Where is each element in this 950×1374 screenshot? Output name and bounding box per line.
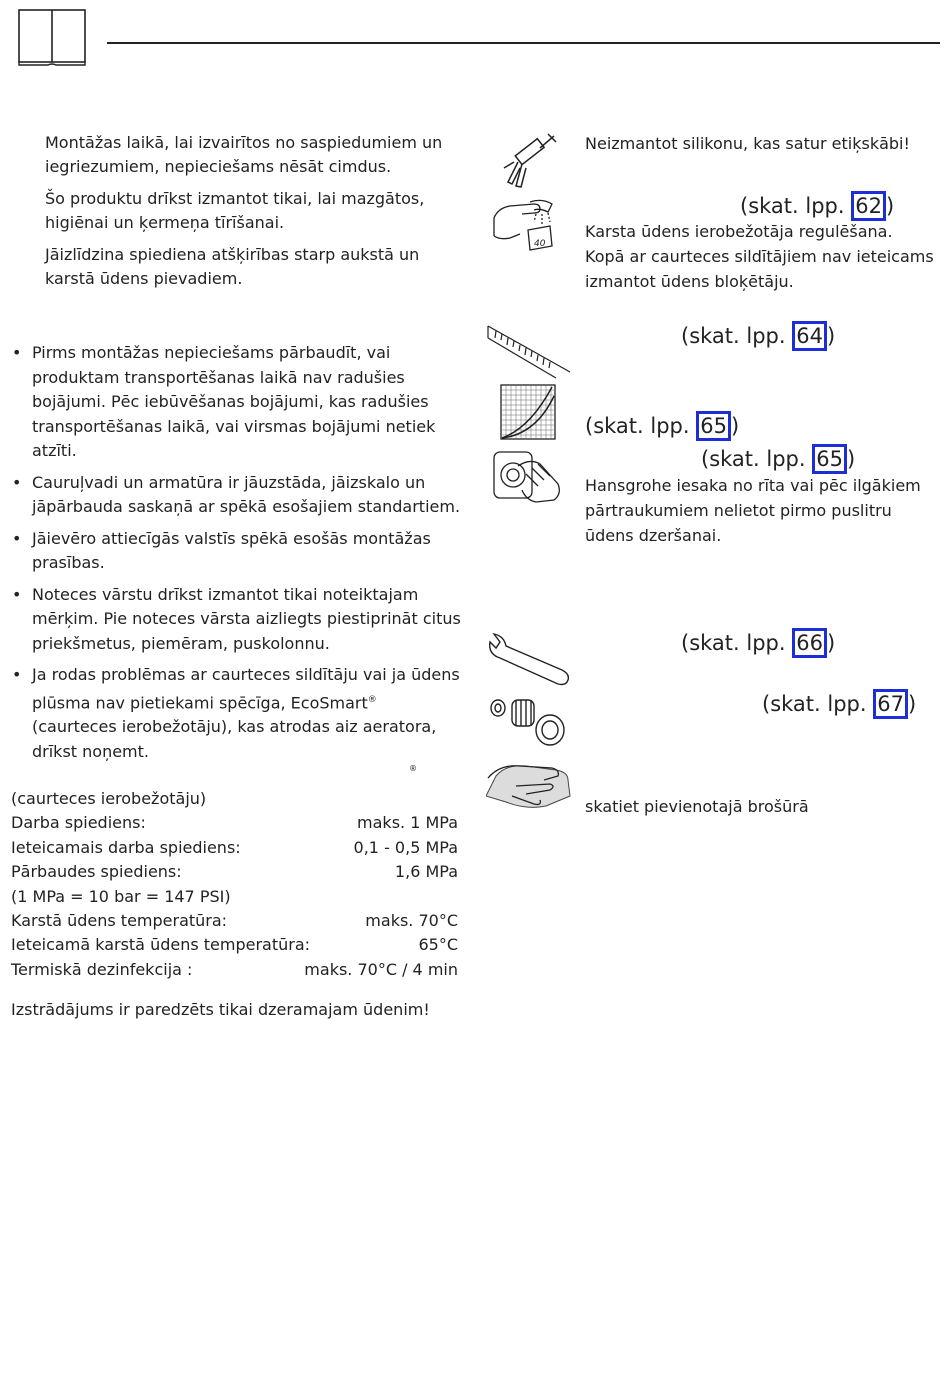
hand-knob-icon xyxy=(492,446,564,504)
bullet-mark: • xyxy=(12,528,22,548)
page-link[interactable]: 64 xyxy=(792,321,827,351)
limiter-warning-text: Kopā ar caurteces sildītājiem nav ieteicams izmantot ūdens bloķētāju. xyxy=(585,247,934,291)
bullet-mark: • xyxy=(12,584,22,604)
bullet-mark: • xyxy=(12,665,22,684)
drinking-water-note: Izstrādājums ir paredzēts tikai dzeramajam ūdenim! xyxy=(11,1000,430,1019)
pressure-conversion: (1 MPa = 10 bar = 147 PSI) xyxy=(11,886,231,906)
page-link[interactable]: 65 xyxy=(812,444,847,474)
limiter-notes xyxy=(585,219,935,294)
bullet-mark: • xyxy=(12,472,22,492)
list-item: • Jāievēro attiecīgās valstīs spēkā esošās montāžas prasības. xyxy=(12,528,431,572)
list-item: • Noteces vārstu drīkst izmantot tikai noteiktajam mērķim. Pie noteces vārsta aizliegts piestiprināt citus priekšmetus, piemēram, puskolonnu. xyxy=(12,584,461,653)
wrench-icon xyxy=(486,632,570,688)
spec-row: Darba spiediens: maks. 1 MPa xyxy=(11,813,458,833)
gloves-note: Montāžas laikā, lai izvairītos no saspiedumiem un iegriezumiem, nepieciešams nēsāt cimdus. xyxy=(45,133,443,176)
spec-row: Karstā ūdens temperatūra: maks. 70°C xyxy=(11,911,458,931)
page-reference: (skat. lpp. 66 ) xyxy=(681,628,835,658)
pressure-note: Jāizlīdzina spiediena atšķirības starp aukstā un karstā ūdens pievadiem. xyxy=(45,245,420,288)
silicone-gun-icon xyxy=(496,132,560,190)
limiter-adjust-text: Karsta ūdens ierobežotāja regulēšana. xyxy=(585,222,893,241)
hand-thermometer-icon xyxy=(490,196,560,252)
page-link[interactable]: 67 xyxy=(873,689,908,719)
technical-data xyxy=(11,787,458,982)
flow-limiter-note: (caurteces ierobežotāju) xyxy=(11,789,207,808)
page-reference: (skat. lpp. 62 ) xyxy=(740,191,894,221)
flow-graph-icon xyxy=(500,384,558,442)
cleaning-hand-icon xyxy=(486,756,572,812)
page-link[interactable]: 66 xyxy=(792,628,827,658)
aerator-parts-icon xyxy=(488,692,572,748)
page-reference: (skat. lpp. 64 ) xyxy=(681,321,835,351)
thermo-label: 40 xyxy=(534,239,546,249)
hansgrohe-note: Hansgrohe iesaka no rīta vai pēc ilgākiem pārtraukumiem nelietot pirmo puslitru ūdens dzeršanai. xyxy=(585,476,921,545)
spec-row: Termiskā dezinfekcija : maks. 70°C / 4 min xyxy=(11,959,458,979)
spec-row: Ieteicamā karstā ūdens temperatūra: 65°C xyxy=(11,935,458,955)
page-reference: (skat. lpp. 67 ) xyxy=(762,689,916,719)
registered-mark: ® xyxy=(409,764,417,773)
page-reference: (skat. lpp. 65 ) xyxy=(585,411,739,441)
brochure-note: skatiet pievienotajā brošūrā xyxy=(585,797,809,816)
bullet-mark: • xyxy=(12,343,22,362)
safety-notes xyxy=(45,131,465,299)
book-icon xyxy=(18,9,88,67)
ruler-icon xyxy=(486,324,572,380)
spec-row: Pārbaudes spiediens: 1,6 MPa xyxy=(11,862,458,882)
page-reference: (skat. lpp. 65 ) xyxy=(701,444,855,474)
list-item: • Cauruļvadi un armatūra ir jāuzstāda, jāizskalo un jāpārbauda saskaņā ar spēkā esošajiem standartiem. xyxy=(12,472,461,516)
list-item: • Ja rodas problēmas ar caurteces sildītāju vai ja ūdens plūsma nav pietiekami spēcīga, EcoSmart® (caurteces ierobežotāju), kas atrodas aiz aeratora, drīkst noņemt. xyxy=(12,665,460,761)
header-rule xyxy=(107,42,940,44)
silicone-note: Neizmantot silikonu, kas satur etiķskābi! xyxy=(585,134,910,153)
page-header xyxy=(0,0,950,80)
usage-note: Šo produktu drīkst izmantot tikai, lai mazgātos, higiēnai un ķermeņa tīrīšanai. xyxy=(45,189,425,232)
list-item: • Pirms montāžas nepieciešams pārbaudīt, vai produktam transportēšanas laikā nav radušies bojājumi. Pēc iebūvēšanas bojājumi, kas radušies transportēšanas laikā, vai virsmas bojājumi netiek atzīti. xyxy=(12,343,436,460)
spec-row: Ieteicamais darba spiediens: 0,1 - 0,5 MPa xyxy=(11,837,458,857)
page-link[interactable]: 65 xyxy=(696,411,731,441)
page-link[interactable]: 62 xyxy=(851,191,886,221)
installation-bullets xyxy=(10,341,465,771)
